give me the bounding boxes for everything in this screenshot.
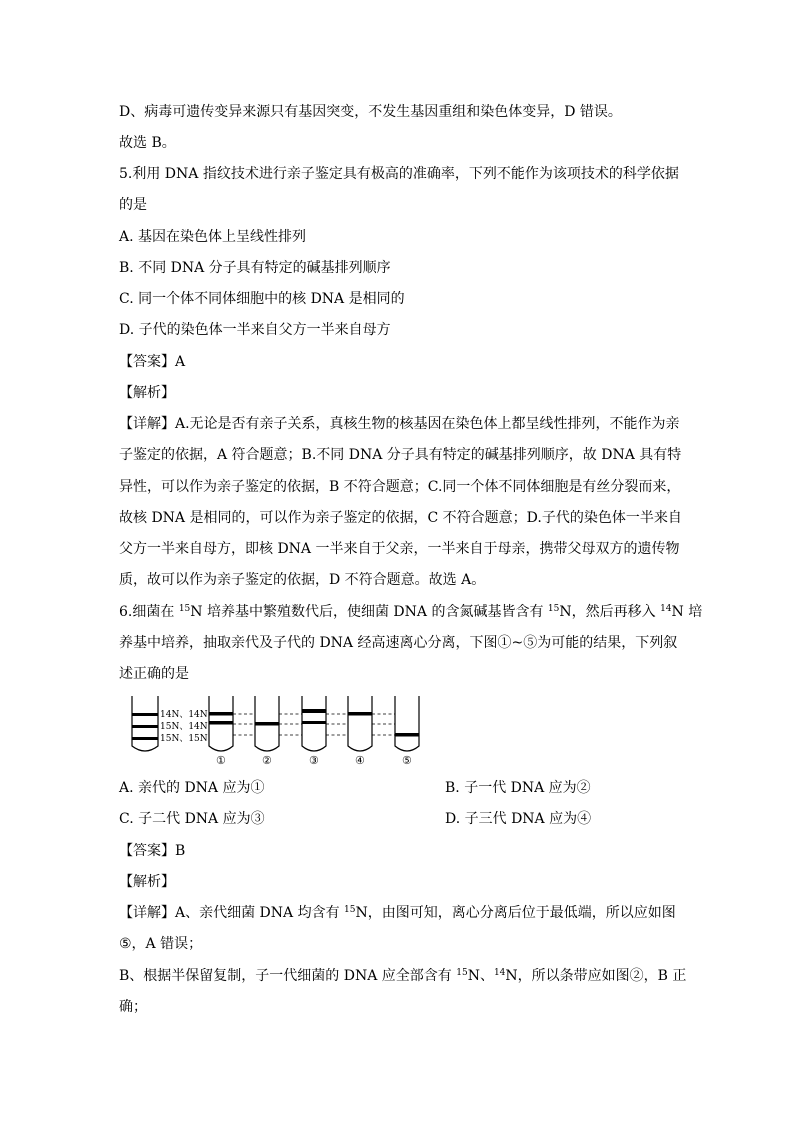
- q5-option-d: D. 子代的染色体一半来自父方一半来自母方: [119, 322, 391, 338]
- tube-number: ②: [262, 754, 272, 766]
- q5-answer: 【答案】A: [119, 354, 186, 370]
- q5-stem-line-1: 5.利用 DNA 指纹技术进行亲子鉴定具有极高的准确率，下列不能作为该项技术的科学依据: [119, 166, 679, 182]
- q6-analysis-heading: 【解析】: [119, 874, 175, 890]
- tube-5-band: [395, 733, 419, 737]
- prev-option-d-explanation: D、病毒可遗传变异来源只有基因突变，不发生基因重组和染色体变异，D 错误。: [119, 104, 622, 120]
- tube-number: ④: [355, 754, 365, 766]
- tube-3-band-upper: [302, 709, 326, 713]
- tube-1-band-lower: [209, 721, 233, 725]
- prev-choose-line: 故选 B。: [119, 135, 176, 151]
- q6-stem-line-3: 述正确的是: [119, 666, 189, 682]
- label-light: 14N、14N: [160, 710, 208, 720]
- q6-detail-b-line-2: 确；: [119, 999, 147, 1015]
- q6-option-a: A. 亲代的 DNA 应为①: [119, 780, 265, 796]
- tube-number: ⑤: [402, 754, 412, 766]
- reference-band-heavy: [132, 737, 158, 740]
- q5-detail-line: 父方一半来自母方，即核 DNA 一半来自于父亲，一半来自于母亲，携带父母双方的遗传物: [119, 541, 680, 557]
- reference-band-light: [132, 713, 158, 716]
- tube-2-band: [255, 722, 279, 726]
- q6-option-b: B. 子一代 DNA 应为②: [445, 780, 591, 796]
- q6-answer: 【答案】B: [119, 843, 186, 859]
- q5-option-c: C. 同一个体不同体细胞中的核 DNA 是相同的: [119, 291, 405, 307]
- label-heavy: 15N、15N: [160, 734, 208, 744]
- tube-4-band: [348, 712, 372, 716]
- q6-option-c: C. 子二代 DNA 应为③: [119, 811, 265, 827]
- q5-option-b: B. 不同 DNA 分子具有特定的碱基排列顺序: [119, 260, 391, 276]
- label-hybrid: 15N、14N: [160, 722, 208, 732]
- q6-detail-a-line-1: 【详解】A、亲代细菌 DNA 均含有 $^{15}$N，由图可知，离心分离后位于最低端，所以应如图: [119, 905, 676, 921]
- tube-5: [395, 696, 419, 751]
- tube-number: ①: [216, 754, 226, 766]
- q6-stem-line-1: 6.细菌在 $^{15}$N 培养基中繁殖数代后，使细菌 DNA 的含氮碱基皆含有 $^{15}$N，然后再移入 $^{14}$N 培: [119, 604, 703, 620]
- q5-detail-line: 故核 DNA 是相同的，可以作为亲子鉴定的依据，C 不符合题意；D.子代的染色体一半来自: [119, 510, 682, 526]
- q6-detail-a-line-2: ⑤，A 错误；: [119, 936, 203, 952]
- tube-3-band-lower: [302, 721, 326, 724]
- q5-analysis-heading: 【解析】: [119, 385, 175, 401]
- tube-4: [348, 696, 372, 751]
- tube-1-band-upper: [209, 712, 233, 716]
- q5-detail-line: 异性，可以作为亲子鉴定的依据，B 不符合题意；C.同一个体不同体细胞是有丝分裂而来，: [119, 479, 681, 495]
- q6-option-d: D. 子三代 DNA 应为④: [445, 811, 592, 827]
- reference-tube: [132, 696, 158, 751]
- q5-option-a: A. 基因在染色体上呈线性排列: [119, 229, 307, 245]
- tube-number: ③: [309, 754, 319, 766]
- q5-stem-line-2: 的是: [119, 197, 147, 213]
- q5-detail-line: 质，故可以作为亲子鉴定的依据，D 不符合题意。故选 A。: [119, 572, 486, 588]
- q6-stem-line-2: 养基中培养，抽取亲代及子代的 DNA 经高速离心分离，下图①~⑤为可能的结果，下列叙: [119, 635, 678, 651]
- reference-band-hybrid: [132, 725, 158, 728]
- q6-detail-b-line-1: B、根据半保留复制，子一代细菌的 DNA 应全部含有 $^{15}$N、$^{14}$N，所以条带应如图②，B 正: [119, 968, 687, 984]
- q5-detail-line: 【详解】A.无论是否有亲子关系，真核生物的核基因在染色体上都呈线性排列，不能作为亲: [119, 416, 680, 432]
- centrifuge-tubes-figure: [124, 694, 424, 766]
- q5-detail-line: 子鉴定的依据，A 符合题意；B.不同 DNA 分子具有特定的碱基排列顺序，故 DNA 具有特: [119, 447, 682, 463]
